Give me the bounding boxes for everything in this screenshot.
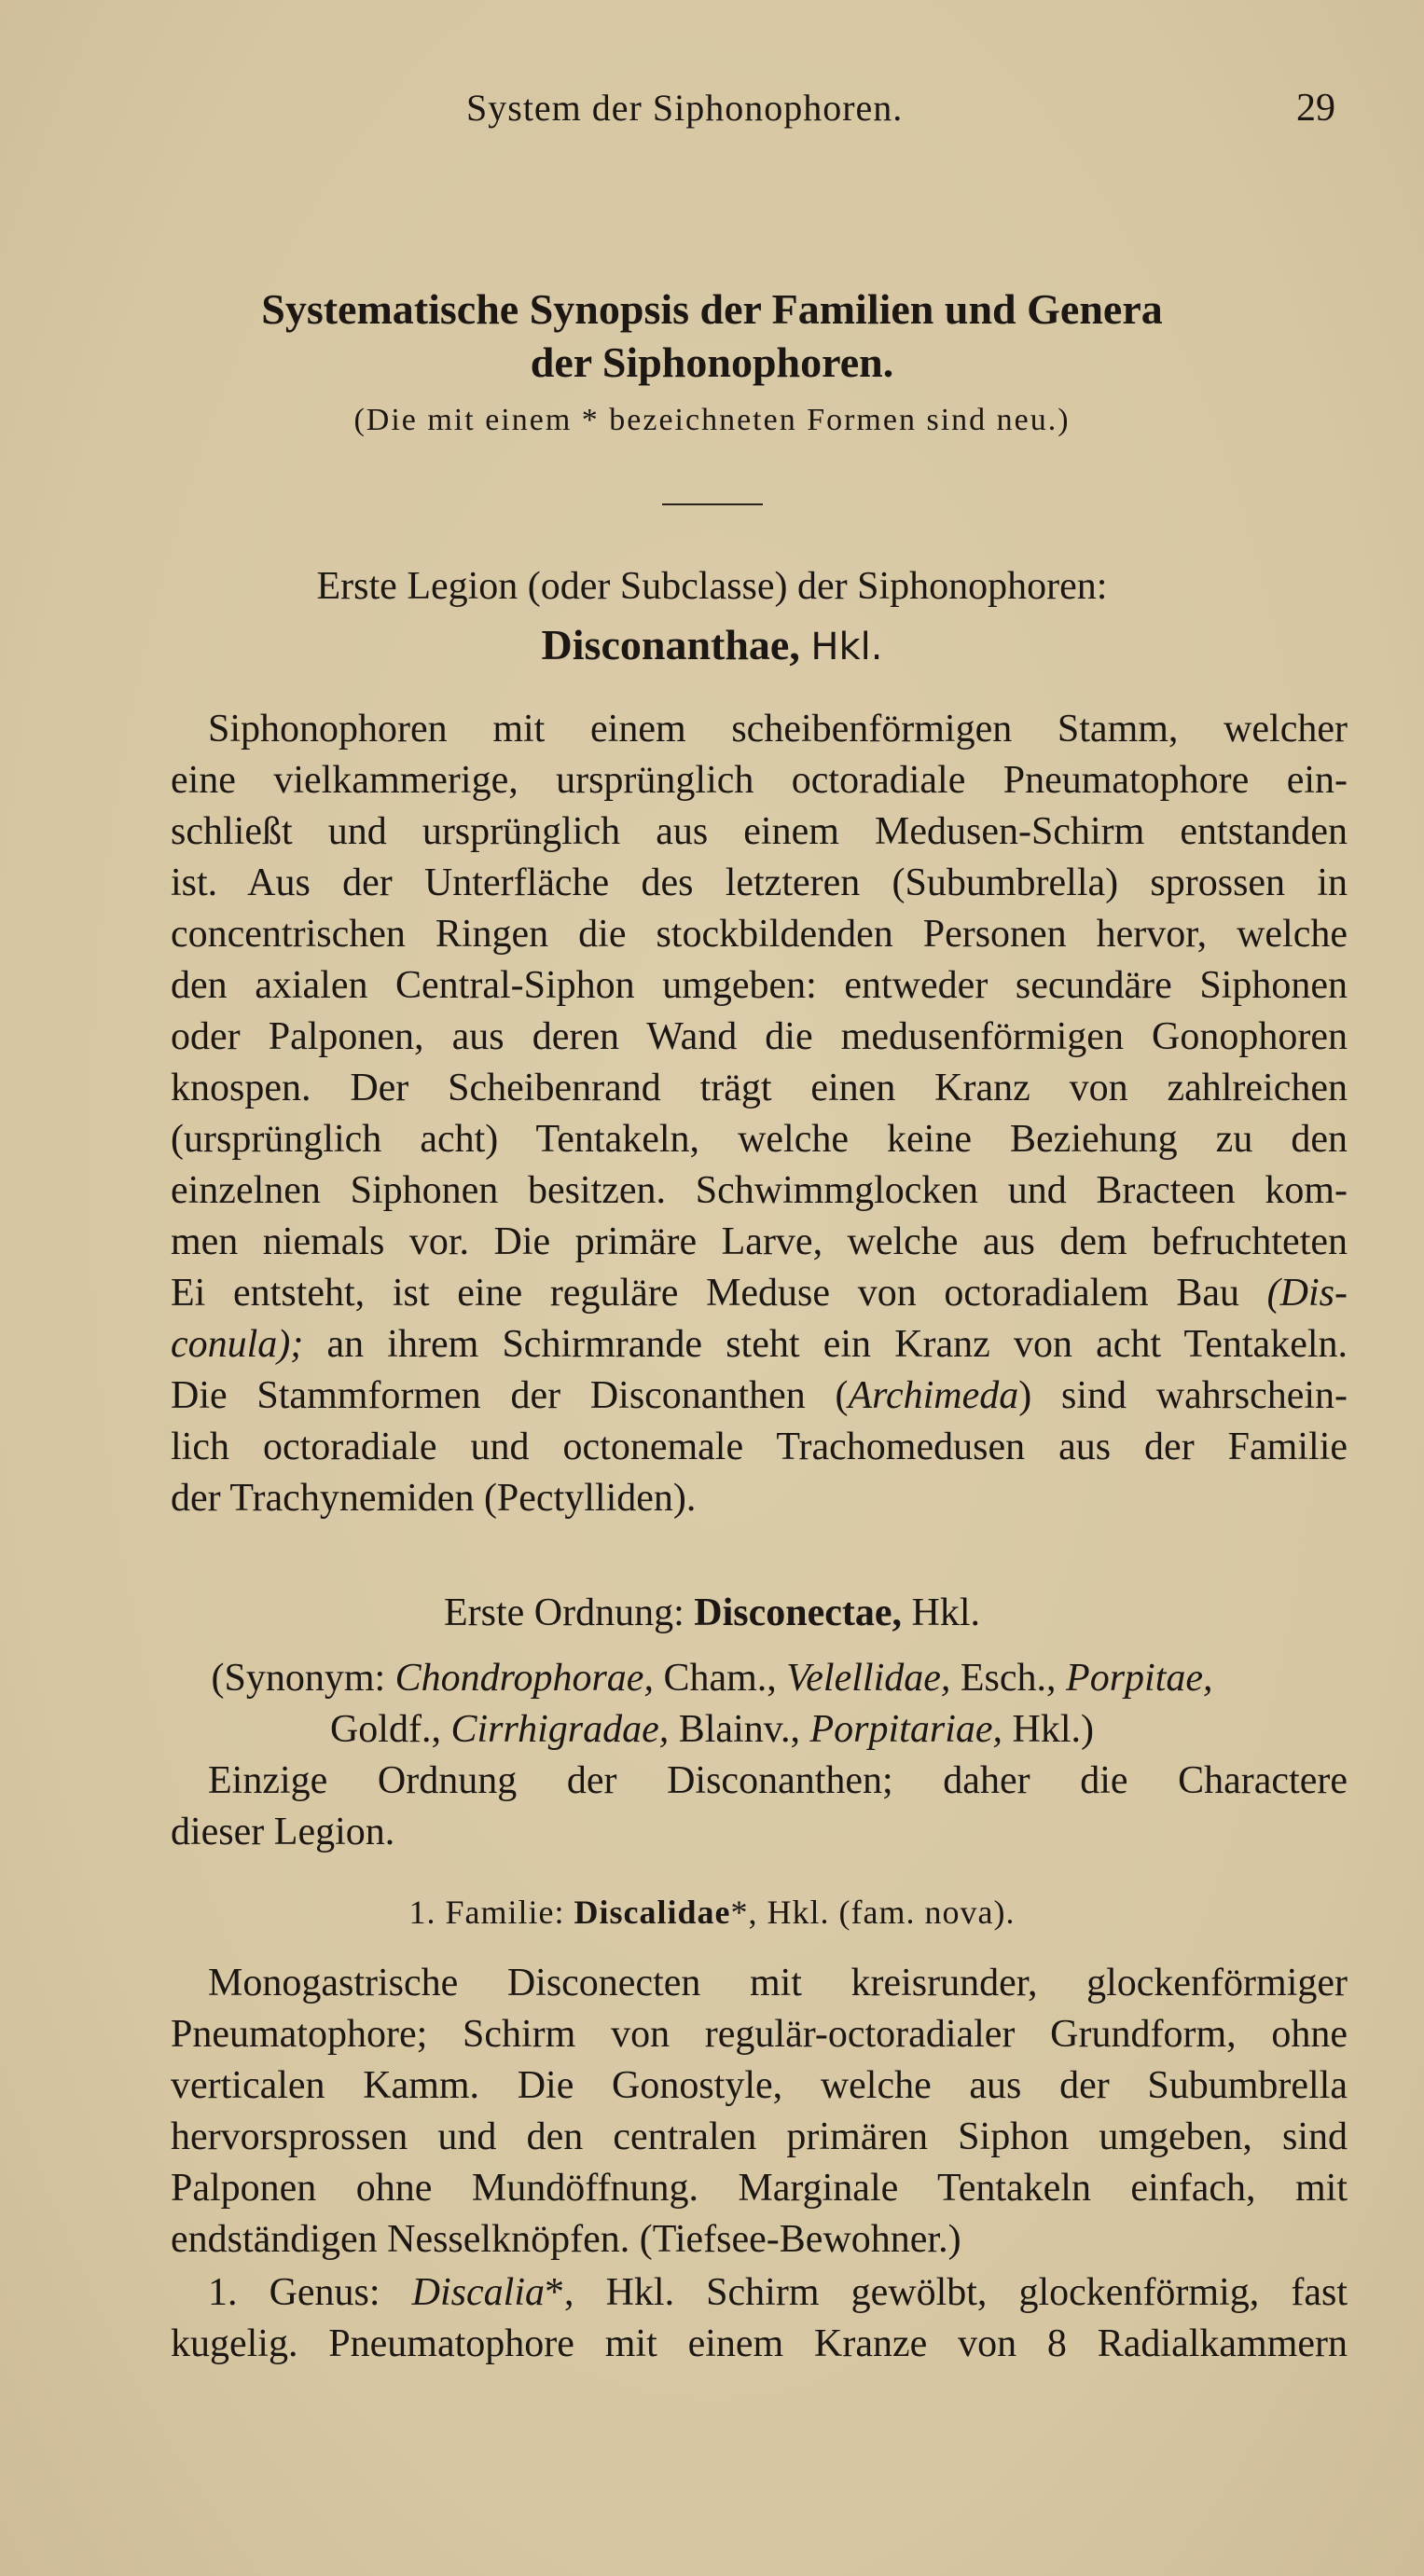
title-note: (Die mit einem * bezeichneten Formen sind neu.) — [353, 403, 1071, 437]
italic-term: conula); — [171, 1323, 304, 1366]
main-title-line-1: Systematische Synopsis der Familien und Genera — [261, 285, 1163, 333]
text-segment: Ei entsteht, ist eine reguläre Meduse von octoradialem Bau — [171, 1272, 1239, 1315]
family-description — [171, 1958, 1348, 2266]
synonym-line-1 — [0, 1653, 1424, 1704]
order-heading-prefix: Erste Ordnung: — [443, 1591, 684, 1634]
text-line: eine vielkammerige, ursprünglich octoradiale Pneumatophore ein- — [171, 759, 1348, 802]
text-line — [171, 1319, 1348, 1371]
text-line: kugelig. Pneumatophore mit einem Kranze von 8 Radialkammern — [171, 2322, 1348, 2365]
text-line: der Trachynemiden (Pectylliden). — [171, 1477, 697, 1520]
text-line: knospen. Der Scheibenrand trägt einen Kranz von zahlreichen — [171, 1067, 1348, 1109]
text-line: dieser Legion. — [171, 1811, 395, 1853]
synonym-author: Cham., — [663, 1657, 777, 1700]
text-line — [171, 1268, 1348, 1319]
text-line: Pneumatophore; Schirm von regulär-octoradialer Grundform, ohne — [171, 2013, 1348, 2056]
text-segment: *, Hkl. Schirm gewölbt, glockenförmig, fast — [545, 2271, 1348, 2314]
text-line: (ursprünglich acht) Tentakeln, welche keine Beziehung zu den — [171, 1118, 1348, 1161]
order-heading — [0, 1591, 1424, 1635]
order-name: Disconectae, — [694, 1591, 903, 1634]
text-line: schließt und ursprünglich aus einem Medusen-Schirm entstanden — [171, 810, 1348, 853]
genus-prefix: 1. Genus: — [208, 2271, 380, 2314]
synonym-author: Esch., — [960, 1657, 1057, 1700]
text-line: einzelnen Siphonen besitzen. Schwimmglocken und Bracteen kom- — [171, 1169, 1348, 1212]
synonym-term: Velellidae, — [786, 1657, 951, 1700]
text-line: Einzige Ordnung der Disconanthen; daher die Charactere — [208, 1759, 1348, 1802]
legion-author: Hkl. — [810, 626, 883, 668]
synonym-open: (Synonym: — [211, 1657, 386, 1700]
text-line: Monogastrische Disconecten mit kreisrunder, glockenförmiger — [208, 1962, 1348, 2004]
order-author: Hkl. — [911, 1591, 981, 1634]
legion-heading: Erste Legion (oder Subclasse) der Siphonophoren: — [316, 565, 1108, 608]
family-prefix: 1. Familie: — [408, 1894, 565, 1931]
synonym-term: Porpitariae, — [809, 1708, 1003, 1751]
text-line: verticalen Kamm. Die Gonostyle, welche aus der Subumbrella — [171, 2064, 1348, 2107]
main-title-line-2: der Siphonophoren. — [530, 338, 894, 386]
synonym-term: Porpitae, — [1066, 1657, 1213, 1700]
synonym-term: Cirrhigradae, — [450, 1708, 670, 1751]
synonym-line-2 — [0, 1704, 1424, 1756]
text-line: men niemals vor. Die primäre Larve, welche aus dem befruchteten — [171, 1220, 1348, 1263]
synonym-author: Hkl.) — [1012, 1708, 1095, 1751]
synonym-term: Chondrophorae, — [394, 1657, 654, 1700]
page-number: 29 — [1296, 87, 1335, 130]
text-line: hervorsprossen und den centralen primären Siphon umgeben, sind — [171, 2115, 1348, 2158]
text-line: Palponen ohne Mundöffnung. Marginale Tentakeln einfach, mit — [171, 2167, 1348, 2210]
genus-description — [171, 2267, 1348, 2370]
text-line: den axialen Central-Siphon umgeben: entweder secundäre Siphonen — [171, 964, 1348, 1007]
text-segment: ) sind wahrschein- — [1018, 1374, 1348, 1417]
synonym-author: Blainv., — [678, 1708, 801, 1751]
synonym-author: Goldf., — [329, 1708, 441, 1751]
italic-term: (Dis- — [1266, 1272, 1348, 1315]
legion-name-line — [0, 620, 1424, 669]
text-line: endständigen Nesselknöpfen. (Tiefsee-Bewohner.) — [171, 2218, 961, 2261]
legion-name: Disconanthae, — [541, 621, 800, 668]
text-line: Siphonophoren mit einem scheibenförmigen Stamm, welcher — [208, 708, 1348, 751]
section-divider — [662, 503, 763, 505]
text-line: lich octoradiale und octonemale Trachomedusen aus der Familie — [171, 1426, 1348, 1468]
legion-description — [171, 704, 1348, 1524]
italic-term: Archimeda — [848, 1374, 1019, 1417]
text-segment: Die Stammformen der Disconanthen ( — [171, 1374, 849, 1417]
text-line — [171, 2267, 1348, 2319]
text-line — [171, 1371, 1348, 1422]
family-suffix: *, Hkl. (fam. nova). — [730, 1894, 1016, 1931]
text-segment: an ihrem Schirmrande steht ein Kranz von acht Tentakeln. — [326, 1323, 1348, 1366]
text-line: ist. Aus der Unterfläche des letzteren (Subumbrella) sprossen in — [171, 861, 1348, 904]
genus-name: Discalia — [411, 2271, 545, 2314]
family-heading — [0, 1893, 1424, 1932]
text-line: oder Palponen, aus deren Wand die medusenförmigen Gonophoren — [171, 1015, 1348, 1058]
running-head: System der Siphonophoren. — [466, 87, 904, 129]
text-line: concentrischen Ringen die stockbildenden Personen hervor, welche — [171, 913, 1348, 956]
family-name: Discalidae — [574, 1894, 731, 1931]
order-description — [171, 1756, 1348, 1858]
